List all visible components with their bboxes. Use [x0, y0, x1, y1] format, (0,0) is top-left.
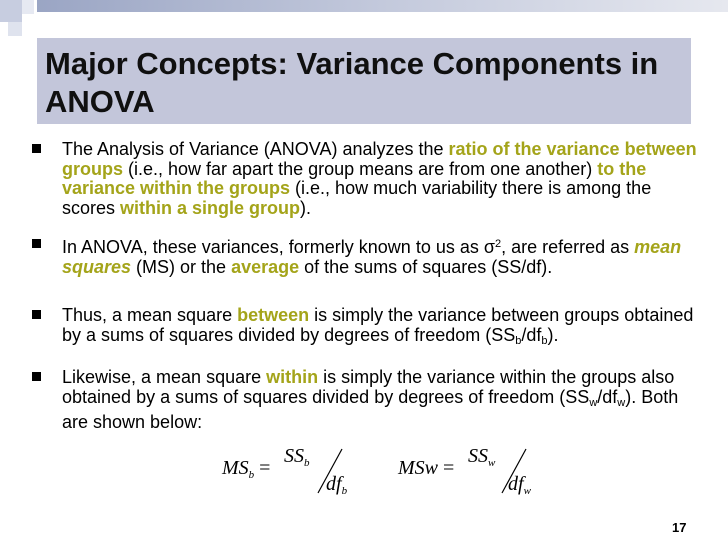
- formula-ms-between: [222, 445, 372, 505]
- formula-lhs: MSw: [398, 457, 438, 479]
- square-bullet-icon: [32, 239, 41, 248]
- bullet-segment: , are referred as: [501, 237, 635, 257]
- bullet-text: [62, 305, 693, 345]
- corner-square-lower: [8, 22, 22, 36]
- page-number: 17: [672, 520, 687, 535]
- bullet-segment: ).: [547, 324, 559, 345]
- bullet-item: [62, 368, 702, 433]
- bullet-text: [62, 367, 678, 432]
- bullet-segment: within: [266, 367, 319, 387]
- formula-denominator-subscript: w: [523, 485, 531, 497]
- bullet-segment: is simply the variance between groups obtained by a sums of squares divided by degrees of freedom (SS: [62, 305, 694, 345]
- bullet-item: [62, 140, 702, 218]
- bullet-segment: b: [541, 334, 548, 347]
- bullet-segment: ).: [300, 197, 312, 218]
- bullet-segment: w: [589, 396, 598, 409]
- bullet-segment: within a single group: [120, 197, 301, 218]
- bullet-segment: of the sums of squares (SS/df).: [299, 256, 553, 277]
- bullet-segment: 2: [494, 238, 502, 250]
- bullet-item: [62, 306, 702, 351]
- bullet-segment: average: [231, 256, 300, 277]
- bullet-segment: is simply the variance within the groups also obtained by a sums of squares divided by degrees of freedom (SS: [62, 367, 675, 407]
- square-bullet-icon: [32, 310, 41, 319]
- bullet-item: [62, 235, 702, 277]
- formula-lhs: MS: [222, 457, 249, 479]
- bullet-segment: ratio of the variance between groups: [62, 139, 697, 179]
- formula-ms-within: [398, 445, 558, 505]
- bullet-segment: mean squares: [62, 237, 682, 277]
- bullet-segment: (MS) or the: [131, 256, 232, 277]
- bullet-text: [62, 237, 681, 277]
- bullet-segment: The Analysis of Variance (ANOVA) analyzes the: [62, 139, 449, 159]
- bullet-segment: (i.e., how far apart the group means are from one another): [123, 158, 598, 179]
- bullet-segment: Likewise, a mean square: [62, 367, 267, 387]
- formula-equals: =: [438, 457, 455, 479]
- slide-title: Major Concepts: Variance Components in ANOVA: [45, 46, 659, 119]
- bullet-text: [62, 139, 697, 218]
- formula-equals: =: [254, 457, 271, 479]
- formula-numerator-subscript: w: [488, 457, 496, 469]
- bullet-segment: to the variance within the groups: [62, 158, 647, 198]
- bullet-segment: In ANOVA, these variances, formerly known to us as σ: [62, 237, 495, 257]
- formula-denominator: df: [508, 473, 524, 495]
- bullet-segment: /df: [597, 386, 618, 407]
- bullet-segment: Thus, a mean square: [62, 305, 238, 325]
- top-divider-line: [35, 12, 728, 14]
- top-gradient-band: [35, 0, 728, 12]
- bullet-segment: between: [237, 305, 310, 325]
- bullet-segment: ). Both are shown below:: [62, 386, 679, 432]
- formula-numerator: SS: [284, 445, 304, 467]
- bullet-segment: (i.e., how much variability there is among the scores: [62, 178, 652, 218]
- formula-numerator-subscript: b: [304, 457, 310, 469]
- formula-denominator-subscript: b: [341, 485, 348, 497]
- formula-denominator: df: [326, 473, 342, 495]
- bullet-segment: /df: [521, 324, 542, 345]
- formula-numerator: SS: [468, 445, 488, 467]
- square-bullet-icon: [32, 144, 41, 153]
- bullet-segment: b: [515, 334, 522, 347]
- corner-square-large: [0, 0, 22, 22]
- bullet-segment: w: [617, 396, 626, 409]
- square-bullet-icon: [32, 372, 41, 381]
- formula-lhs-subscript: b: [248, 469, 255, 481]
- corner-square-small: [22, 0, 34, 14]
